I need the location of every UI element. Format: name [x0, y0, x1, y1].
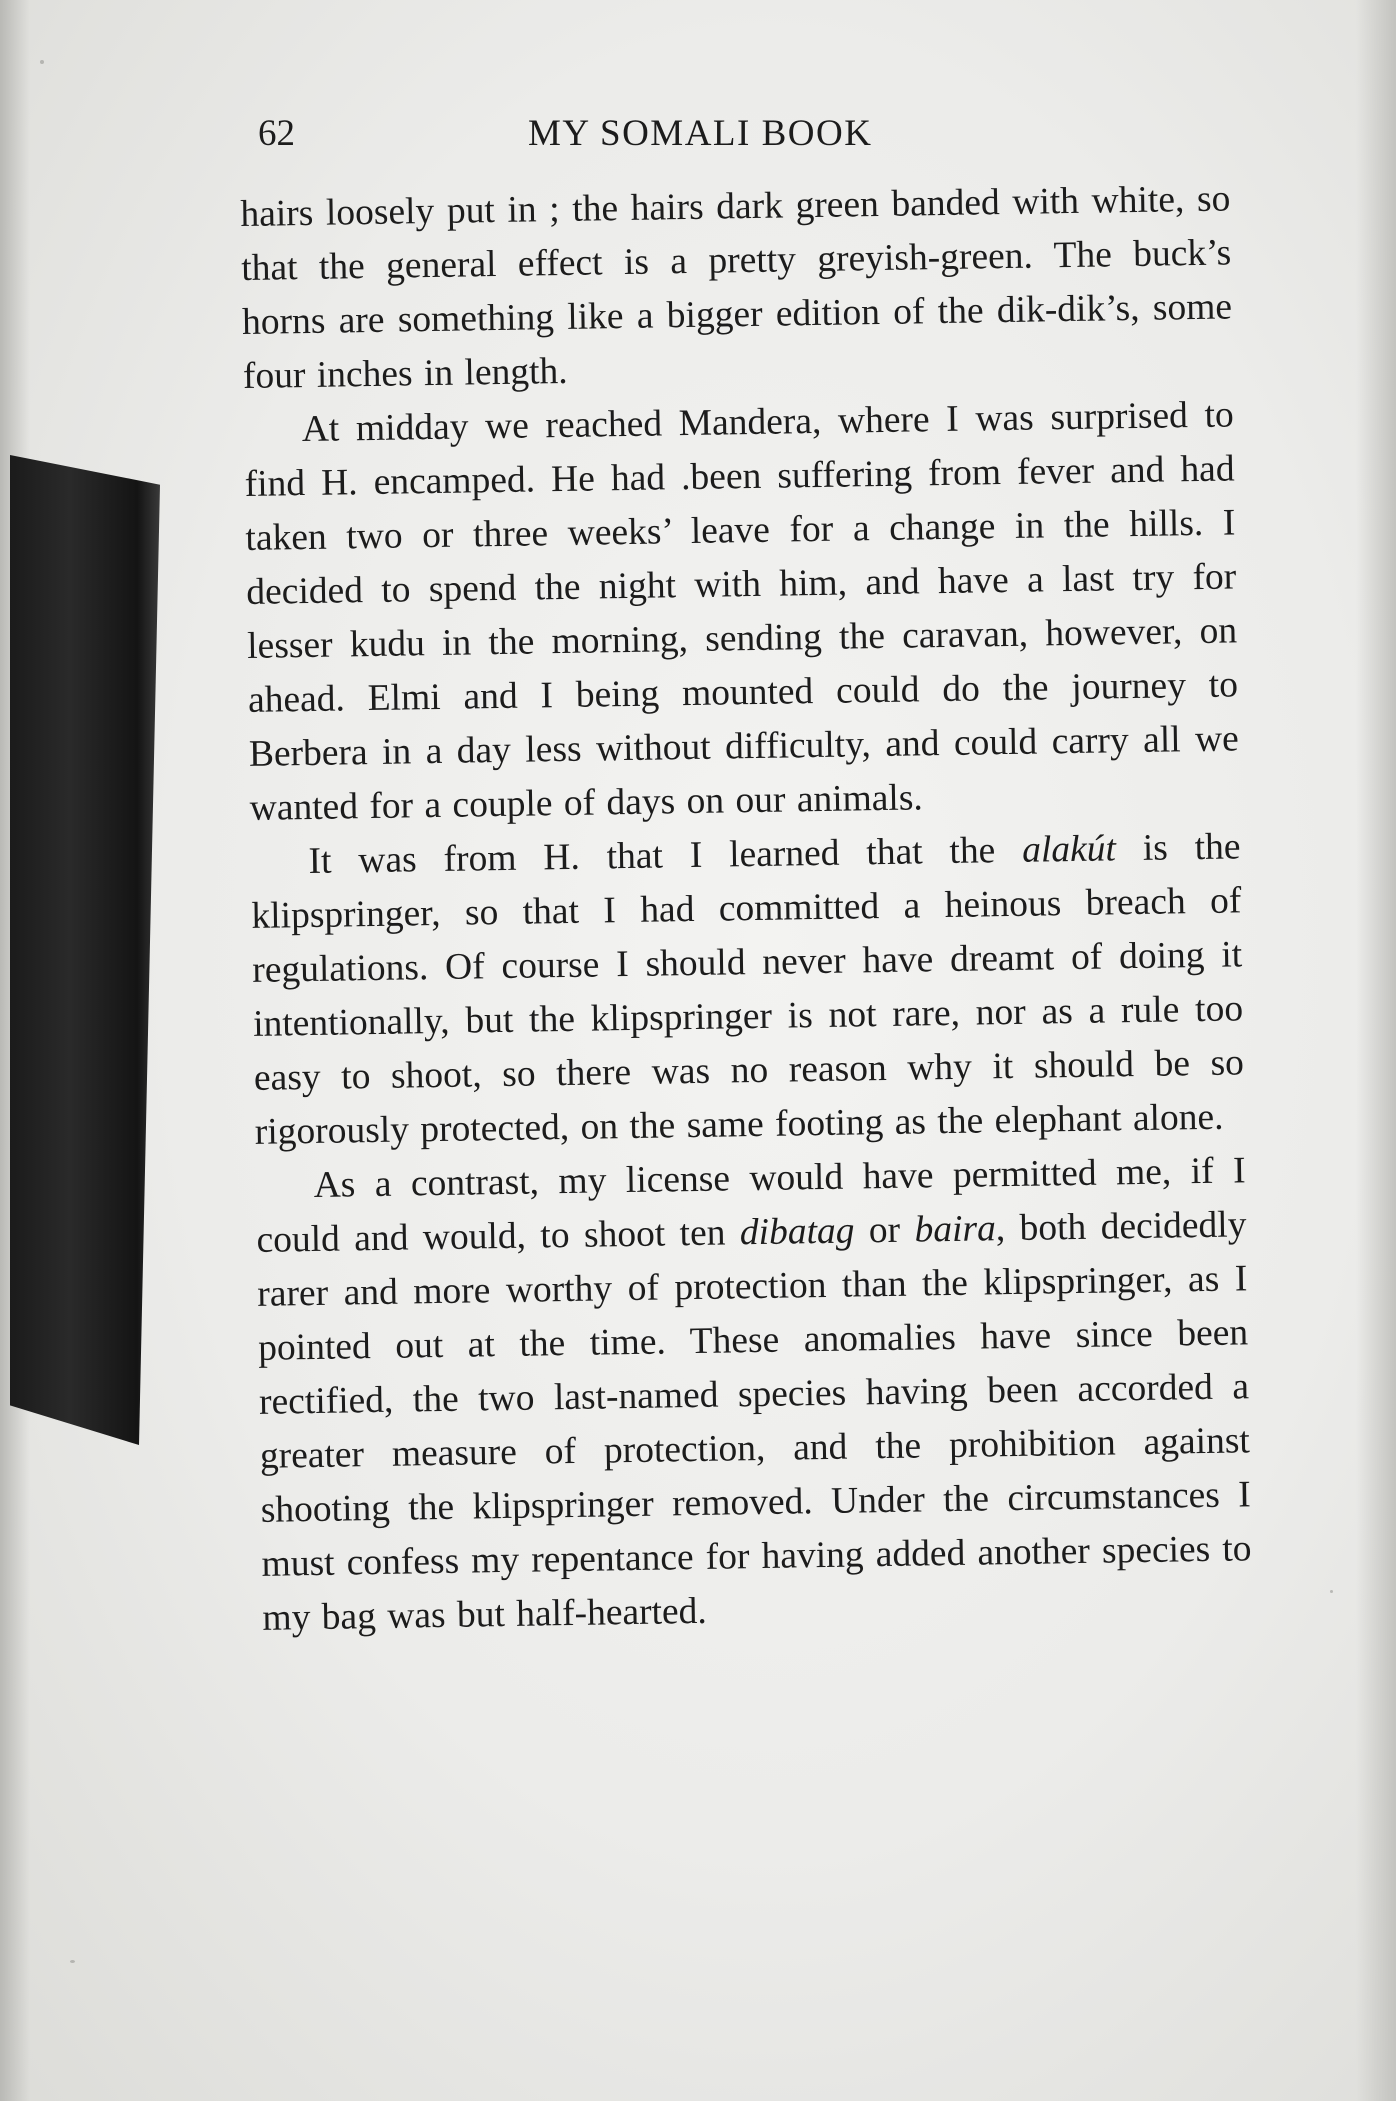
- text-run: As a contrast, my license would have permitted me, if I could and would, to shoot ten: [256, 1150, 1246, 1261]
- paper-speck: [70, 1960, 75, 1963]
- body-text: [240, 172, 1253, 1645]
- text-run: At midday we reached Mandera, where I was surprised to find H. encamped. He had .been suffering from fever and had taken two or three weeks’ leave for a change in the hills. I decided to spend the night with him, and have a last try for lesser kudu in the morning, sending the caravan, however, on ahead. Elmi and I being mounted could do the journey to Berbera in a day less without difficulty, and could carry all we wanted for a couple of days on our animals.: [244, 394, 1240, 829]
- text-run: is the klipspringer, so that I had committed a heinous breach of regulations. Of course I should never have dreamt of doing it intentionally, but the klipspringer is not rare, nor as a rule too easy to shoot, so there was no reason why it should be so rigorously protected, on the same footing as the elephant alone.: [251, 826, 1245, 1153]
- text-run: , both decidedly rarer and more worthy of protection than the klipspringer, as I pointed out at the time. These anomalies have since been rectified, the two last-named species having been accorded a greater measure of protection, and the prohibition against shooting the klipspringer removed. Under the circumstances I must confess my repentance for having added another species to my bag was but half-hearted.: [257, 1204, 1252, 1639]
- page-edge-right: [1356, 0, 1396, 2101]
- italic-term: alakút: [1021, 828, 1117, 871]
- italic-term: baira: [914, 1208, 997, 1251]
- text-run: or: [854, 1209, 915, 1252]
- binding-shadow: [10, 455, 160, 1445]
- paper-speck: [1330, 1590, 1333, 1593]
- paragraph: [255, 1144, 1253, 1645]
- text-run: It was from H. that I learned that the: [308, 829, 1023, 883]
- italic-term: dibatag: [739, 1210, 855, 1254]
- running-head: MY SOMALI BOOK: [528, 113, 873, 154]
- paragraph: [243, 388, 1240, 835]
- page-number: 62: [258, 113, 295, 154]
- text-run: hairs loosely put in ; the hairs dark green banded with white, so that the general effect is a pretty greyish-green. The buck’s horns are something like a bigger edition of the dik-dik’s, some four inches in length.: [240, 178, 1233, 397]
- paragraph: [240, 172, 1233, 404]
- page-header: [258, 112, 1258, 168]
- paragraph: [250, 820, 1245, 1160]
- paper-speck: [40, 60, 44, 64]
